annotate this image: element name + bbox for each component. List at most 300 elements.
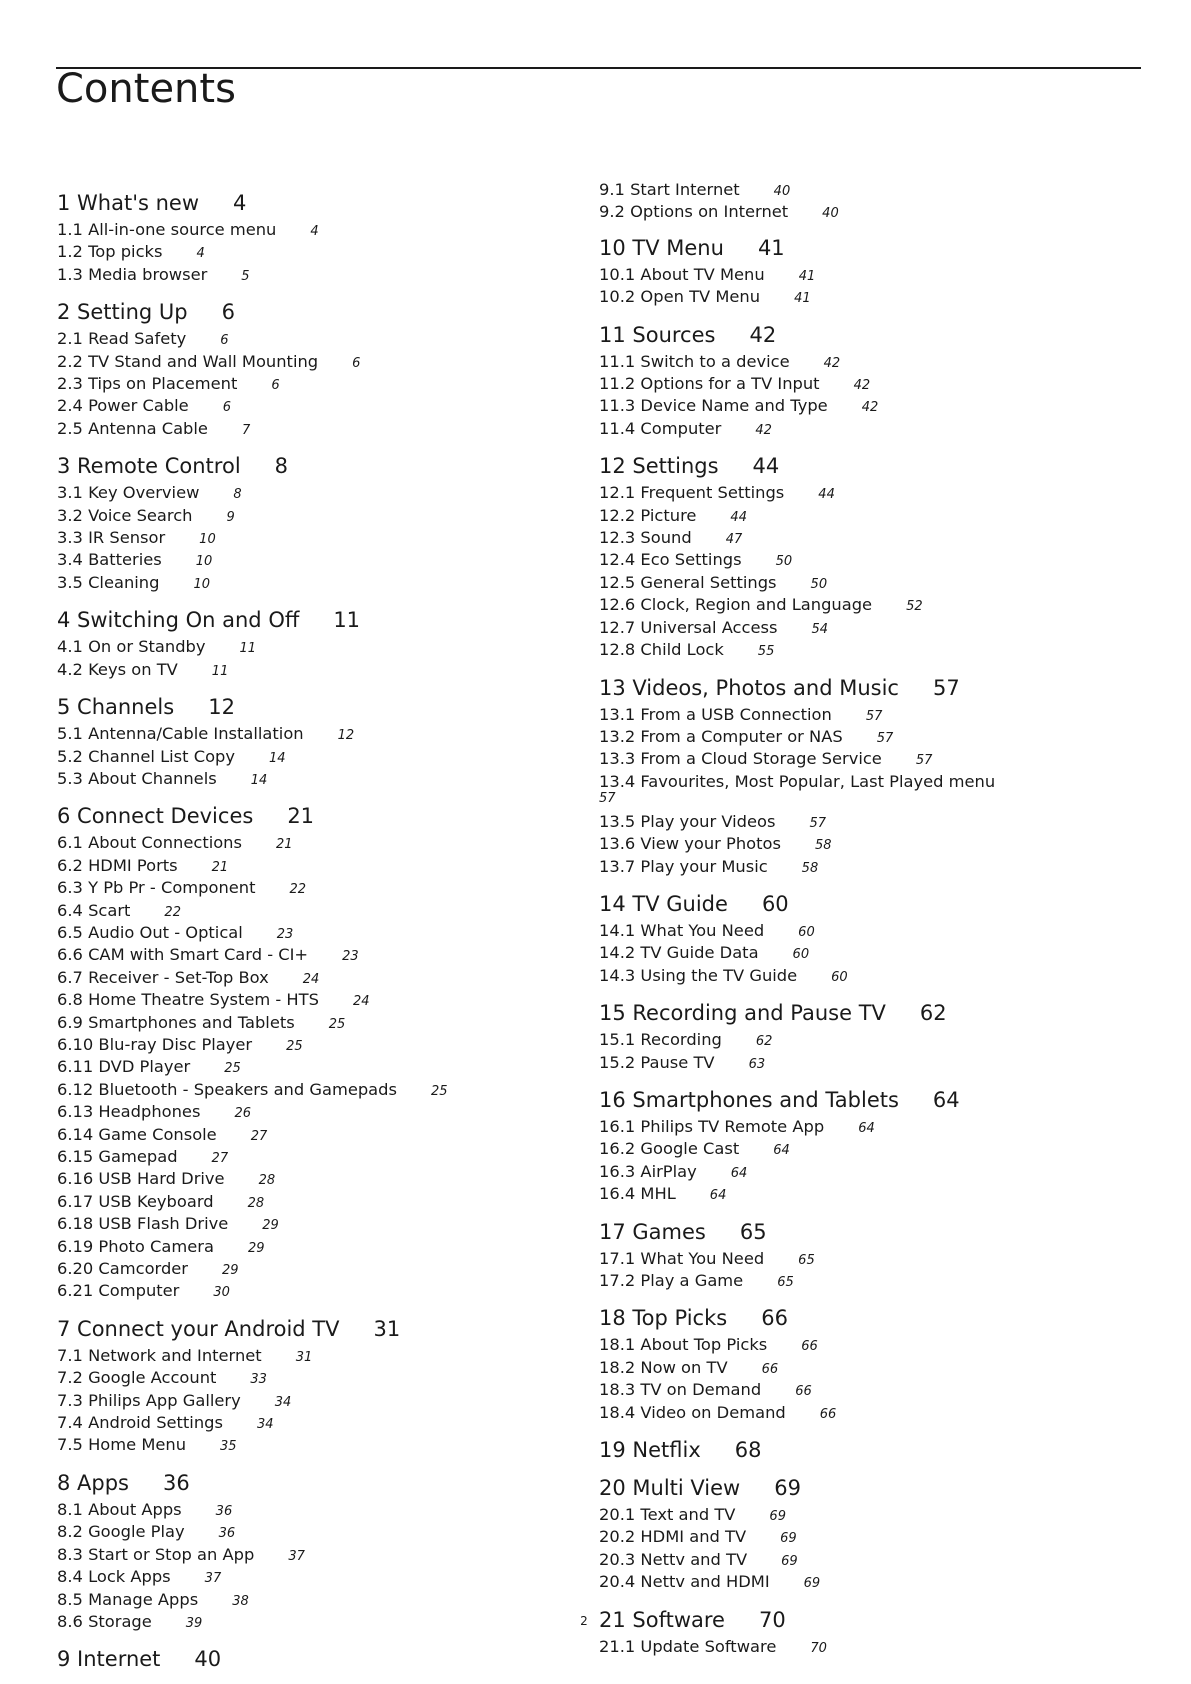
toc-section — [57, 1470, 557, 1634]
toc-entry[interactable] — [57, 1057, 557, 1079]
toc-entry-title: 6.11 DVD Player — [57, 1057, 191, 1077]
toc-entry[interactable] — [599, 352, 1119, 374]
toc-entry[interactable] — [599, 1335, 1119, 1357]
toc-entry[interactable] — [599, 943, 1119, 965]
toc-entry[interactable] — [57, 1035, 557, 1057]
toc-section — [599, 235, 1119, 310]
toc-entry-page: 70 — [810, 1640, 827, 1656]
toc-entry-title: 18.4 Video on Demand — [599, 1402, 786, 1422]
toc-left-column — [57, 190, 557, 1684]
toc-entry-page: 69 — [780, 1531, 797, 1547]
toc-entry-title: 6.16 USB Hard Drive — [57, 1169, 225, 1189]
toc-entry-title: 20.3 Nettv and TV — [599, 1549, 748, 1569]
toc-entry-page: 25 — [328, 1016, 346, 1032]
toc-entry[interactable] — [57, 419, 557, 441]
toc-entry[interactable] — [57, 1391, 557, 1413]
toc-entry-title: 8.5 Manage Apps — [57, 1589, 199, 1609]
toc-entry-page: 31 — [295, 1349, 313, 1365]
toc-entry-title: 5.2 Channel List Copy — [57, 746, 236, 766]
toc-section-page: 12 — [208, 695, 235, 720]
toc-entry-title: 6.13 Headphones — [57, 1102, 201, 1122]
toc-entry-title: 8.2 Google Play — [57, 1522, 185, 1542]
toc-section — [57, 299, 557, 441]
toc-entry-title: 20.1 Text and TV — [599, 1505, 736, 1525]
toc-entry-page: 6 — [271, 378, 280, 394]
toc-entry[interactable] — [599, 1184, 1119, 1206]
toc-section-heading[interactable] — [57, 607, 557, 633]
toc-entry[interactable] — [57, 1192, 557, 1214]
toc-entry[interactable] — [57, 769, 557, 791]
toc-section-heading[interactable] — [599, 891, 1119, 917]
toc-entry-title: 4.2 Keys on TV — [57, 659, 178, 679]
toc-entry-page: 34 — [274, 1394, 292, 1410]
toc-entry-title: 7.3 Philips App Gallery — [57, 1390, 241, 1410]
toc-section-heading[interactable] — [599, 1437, 1119, 1463]
toc-entry-title: 8.1 About Apps — [57, 1499, 182, 1519]
toc-section-title: 15 Recording and Pause TV — [599, 1001, 886, 1026]
toc-entry-page: 63 — [748, 1056, 766, 1072]
toc-entry[interactable] — [57, 220, 557, 242]
toc-entry-title: 16.2 Google Cast — [599, 1139, 740, 1159]
toc-section-page: 44 — [752, 454, 780, 479]
toc-section-heading[interactable] — [599, 1000, 1119, 1026]
toc-entry[interactable] — [599, 550, 1119, 572]
toc-section-heading[interactable] — [57, 299, 557, 325]
toc-section — [599, 1087, 1119, 1207]
toc-entry-title: 1.2 Top picks — [57, 242, 163, 262]
toc-entry-page: 11 — [239, 641, 257, 657]
toc-entry-title: 13.4 Favourites, Most Popular, Last Played menu — [599, 771, 996, 791]
toc-section-page: 41 — [757, 235, 785, 260]
toc-entry-page: 28 — [258, 1173, 276, 1189]
toc-entry-title: 11.4 Computer — [599, 418, 722, 438]
toc-entry-page: 22 — [289, 882, 307, 898]
toc-section-title: 2 Setting Up — [57, 300, 188, 325]
toc-entry-title: 5.3 About Channels — [57, 768, 217, 788]
toc-entry[interactable] — [599, 749, 1119, 771]
toc-entry-title: 6.9 Smartphones and Tablets — [57, 1012, 295, 1032]
toc-entry-title: 11.3 Device Name and Type — [599, 396, 828, 416]
toc-section-heading[interactable] — [57, 190, 557, 216]
toc-section — [599, 891, 1119, 988]
toc-entry[interactable] — [599, 1527, 1119, 1549]
toc-section-title: 6 Connect Devices — [57, 804, 254, 829]
toc-entry-page: 36 — [215, 1503, 233, 1519]
toc-entry-page: 14 — [269, 750, 286, 766]
toc-section-page: 66 — [761, 1306, 788, 1331]
toc-entry[interactable] — [57, 637, 557, 659]
toc-section-heading[interactable] — [57, 1316, 557, 1342]
toc-section-title: 19 Netflix — [599, 1438, 701, 1463]
toc-entry[interactable] — [599, 1030, 1119, 1052]
toc-section-title: 4 Switching On and Off — [57, 608, 300, 633]
toc-entry-page: 57 — [915, 753, 933, 769]
toc-entry[interactable] — [57, 1435, 557, 1457]
toc-entry[interactable] — [599, 1637, 1119, 1659]
toc-entry-title: 6.5 Audio Out - Optical — [57, 922, 243, 942]
toc-entry-title: 13.7 Play your Music — [599, 856, 768, 876]
toc-entry[interactable] — [57, 1545, 557, 1567]
toc-entry-title: 7.4 Android Settings — [57, 1413, 223, 1433]
toc-entry-page: 44 — [730, 509, 747, 525]
toc-entry-page: 25 — [430, 1083, 448, 1099]
toc-section — [599, 675, 1119, 879]
toc-entry-title: 3.4 Batteries — [57, 550, 162, 570]
toc-entry-title: 12.6 Clock, Region and Language — [599, 595, 873, 615]
toc-entry[interactable] — [57, 265, 557, 287]
toc-entry-title: 6.21 Computer — [57, 1281, 180, 1301]
toc-section-title: 5 Channels — [57, 695, 175, 720]
toc-entry-page: 6 — [220, 333, 229, 349]
toc-section-title: 13 Videos, Photos and Music — [599, 675, 899, 700]
toc-entry[interactable] — [599, 1162, 1119, 1184]
toc-entry-title: 12.2 Picture — [599, 505, 697, 525]
toc-entry-page: 37 — [204, 1571, 222, 1587]
toc-entry-page: 4 — [196, 246, 205, 262]
toc-entry-title: 13.6 View your Photos — [599, 834, 781, 854]
toc-entry-title: 10.2 Open TV Menu — [599, 287, 761, 307]
toc-section-heading[interactable] — [599, 453, 1119, 479]
toc-entry[interactable] — [57, 1237, 557, 1259]
toc-entry[interactable] — [599, 396, 1119, 418]
toc-entry-title: 13.2 From a Computer or NAS — [599, 726, 843, 746]
toc-entry[interactable] — [599, 857, 1119, 879]
toc-section-title: 7 Connect your Android TV — [57, 1316, 340, 1341]
toc-section — [599, 1305, 1119, 1425]
toc-entry[interactable] — [57, 329, 557, 351]
toc-entry-page: 33 — [250, 1372, 267, 1388]
toc-section-heading[interactable] — [599, 1475, 1119, 1501]
toc-entry[interactable] — [599, 1403, 1119, 1425]
toc-entry-title: 8.6 Storage — [57, 1611, 152, 1631]
toc-section-page: 62 — [919, 1001, 947, 1026]
toc-entry-title: 16.4 MHL — [599, 1184, 676, 1204]
toc-entry-title: 18.3 TV on Demand — [599, 1380, 762, 1400]
toc-section — [599, 180, 1119, 225]
toc-entry[interactable] — [599, 1053, 1119, 1075]
toc-entry[interactable] — [57, 968, 557, 990]
toc-entry[interactable] — [57, 506, 557, 528]
toc-section-page: 11 — [333, 608, 361, 633]
toc-entry[interactable] — [57, 573, 557, 595]
toc-entry[interactable] — [599, 287, 1119, 309]
toc-section-page: 64 — [932, 1087, 960, 1112]
toc-entry[interactable] — [57, 747, 557, 769]
toc-section-heading[interactable] — [57, 1646, 557, 1672]
toc-entry-title: 6.17 USB Keyboard — [57, 1191, 214, 1211]
toc-entry-title: 13.5 Play your Videos — [599, 811, 776, 831]
toc-entry-title: 9.1 Start Internet — [599, 180, 740, 199]
toc-entry[interactable] — [57, 923, 557, 945]
toc-entry-page: 27 — [211, 1151, 229, 1166]
toc-section-title: 1 What's new — [57, 191, 200, 215]
toc-section-page: 57 — [932, 675, 960, 700]
toc-entry[interactable] — [57, 1590, 557, 1612]
toc-section-page: 65 — [739, 1219, 767, 1244]
toc-entry-page: 65 — [777, 1275, 794, 1290]
toc-entry[interactable] — [599, 419, 1119, 441]
toc-entry-page: 64 — [709, 1188, 727, 1204]
toc-section-page: 42 — [749, 322, 777, 347]
toc-entry-title: 3.5 Cleaning — [57, 572, 160, 592]
toc-entry[interactable] — [599, 1550, 1119, 1572]
toc-entry-page: 28 — [247, 1195, 265, 1211]
toc-section-heading[interactable] — [599, 1305, 1119, 1331]
toc-entry-page: 57 — [599, 790, 616, 806]
toc-entry[interactable] — [57, 990, 557, 1012]
toc-entry-page: 40 — [773, 184, 791, 199]
toc-section-page: 6 — [221, 300, 235, 325]
toc-entry-title: 11.2 Options for a TV Input — [599, 374, 820, 394]
toc-entry-title: 18.1 About Top Picks — [599, 1335, 768, 1355]
toc-entry[interactable] — [599, 921, 1119, 943]
toc-section — [57, 1316, 557, 1458]
toc-entry-page: 42 — [853, 378, 871, 394]
toc-entry-page: 25 — [286, 1038, 303, 1054]
toc-entry[interactable] — [57, 856, 557, 878]
toc-section-title: 12 Settings — [599, 454, 719, 479]
toc-entry[interactable] — [57, 1500, 557, 1522]
toc-entry[interactable] — [57, 1522, 557, 1544]
toc-entry[interactable] — [57, 660, 557, 682]
toc-entry-title: 3.1 Key Overview — [57, 483, 200, 503]
toc-entry-page: 34 — [256, 1417, 274, 1433]
toc-entry-title: 6.8 Home Theatre System - HTS — [57, 990, 319, 1010]
toc-entry[interactable] — [57, 528, 557, 550]
toc-section — [599, 453, 1119, 662]
toc-entry[interactable] — [599, 595, 1119, 617]
toc-entry[interactable] — [57, 1125, 557, 1147]
toc-entry[interactable] — [57, 901, 557, 923]
toc-section-title: 17 Games — [599, 1219, 706, 1244]
toc-entry-page: 52 — [906, 599, 923, 615]
toc-entry-title: 6.14 Game Console — [57, 1124, 217, 1144]
toc-entry[interactable] — [57, 1169, 557, 1191]
toc-section-heading[interactable] — [599, 1087, 1119, 1113]
toc-entry-page: 66 — [801, 1339, 818, 1355]
toc-section — [599, 1000, 1119, 1075]
toc-entry[interactable] — [599, 202, 1119, 224]
toc-entry-title: 13.3 From a Cloud Storage Service — [599, 749, 882, 769]
toc-entry-page: 29 — [247, 1240, 265, 1256]
toc-entry[interactable] — [57, 1346, 557, 1368]
toc-entry[interactable] — [599, 1505, 1119, 1527]
toc-section-page: 60 — [761, 891, 789, 916]
toc-section-page: 4 — [233, 191, 247, 215]
toc-entry-page: 66 — [761, 1361, 779, 1377]
toc-entry-page: 29 — [222, 1263, 239, 1279]
toc-entry[interactable] — [57, 1013, 557, 1035]
toc-section-page: 31 — [373, 1316, 401, 1341]
toc-section-title: 10 TV Menu — [599, 235, 724, 260]
toc-entry[interactable] — [599, 618, 1119, 640]
toc-entry-title: 6.4 Scart — [57, 900, 131, 920]
toc-section-title: 20 Multi View — [599, 1476, 741, 1501]
toc-entry-page: 24 — [302, 971, 320, 987]
toc-entry-page: 9 — [226, 509, 235, 525]
toc-entry[interactable] — [599, 705, 1119, 727]
toc-entry-page: 50 — [775, 554, 793, 570]
toc-entry-title: 14.2 TV Guide Data — [599, 943, 759, 963]
toc-entry-page: 60 — [831, 969, 848, 985]
toc-entry-title: 7.1 Network and Internet — [57, 1345, 262, 1365]
toc-entry[interactable] — [57, 374, 557, 396]
toc-entry-title: 3.2 Voice Search — [57, 505, 193, 525]
toc-entry-page: 37 — [288, 1548, 305, 1564]
toc-section-page: 21 — [287, 804, 315, 829]
toc-entry[interactable] — [599, 812, 1119, 834]
toc-entry-title: 13.1 From a USB Connection — [599, 704, 832, 724]
toc-entry[interactable] — [57, 1567, 557, 1589]
toc-section-page: 68 — [734, 1438, 762, 1463]
toc-section-title: 11 Sources — [599, 322, 716, 347]
toc-entry[interactable] — [57, 396, 557, 418]
toc-entry[interactable] — [599, 374, 1119, 396]
toc-entry-title: 14.3 Using the TV Guide — [599, 965, 798, 985]
toc-entry-page: 69 — [781, 1553, 798, 1569]
toc-entry[interactable] — [599, 1271, 1119, 1293]
toc-entry[interactable] — [57, 1102, 557, 1124]
toc-entry[interactable] — [599, 966, 1119, 988]
toc-entry-page: 62 — [755, 1034, 773, 1050]
toc-entry-page: 27 — [250, 1128, 268, 1144]
toc-section-heading[interactable] — [57, 1470, 557, 1496]
toc-entry-title: 6.1 About Connections — [57, 833, 242, 853]
toc-entry-page: 41 — [794, 291, 811, 307]
toc-entry-title: 6.18 USB Flash Drive — [57, 1214, 229, 1234]
toc-entry-page: 69 — [769, 1509, 786, 1525]
toc-entry[interactable] — [599, 265, 1119, 287]
toc-entry-page: 55 — [757, 644, 775, 660]
toc-section-heading[interactable] — [599, 322, 1119, 348]
toc-entry[interactable] — [57, 242, 557, 264]
toc-entry-page: 50 — [810, 576, 828, 592]
toc-entry-title: 7.5 Home Menu — [57, 1435, 187, 1455]
toc-entry[interactable] — [599, 1572, 1119, 1594]
toc-entry-page: 11 — [211, 663, 229, 679]
toc-entry-title: 12.3 Sound — [599, 528, 692, 548]
toc-entry[interactable] — [599, 483, 1119, 505]
toc-entry-page: 64 — [773, 1143, 790, 1159]
toc-entry-title: 6.2 HDMI Ports — [57, 855, 178, 875]
toc-entry-title: 8.3 Start or Stop an App — [57, 1544, 255, 1564]
toc-entry[interactable] — [599, 528, 1119, 550]
toc-entry-title: 7.2 Google Account — [57, 1368, 217, 1388]
toc-section-title: 21 Software — [599, 1607, 725, 1632]
toc-entry-page: 7 — [241, 422, 251, 438]
toc-entry[interactable] — [57, 550, 557, 572]
toc-entry-title: 2.2 TV Stand and Wall Mounting — [57, 351, 319, 371]
toc-entry[interactable] — [57, 352, 557, 374]
toc-entry-title: 6.20 Camcorder — [57, 1259, 188, 1279]
toc-entry-page: 10 — [195, 554, 213, 570]
toc-entry-page: 5 — [241, 268, 250, 284]
toc-entry-title: 21.1 Update Software — [599, 1636, 777, 1656]
toc-entry[interactable] — [57, 945, 557, 967]
toc-section-page: 40 — [194, 1647, 222, 1672]
toc-entry[interactable] — [57, 1259, 557, 1281]
toc-entry[interactable] — [57, 878, 557, 900]
toc-section-heading[interactable] — [57, 803, 557, 829]
toc-entry[interactable] — [599, 1117, 1119, 1139]
toc-section-heading[interactable] — [57, 694, 557, 720]
page-title: Contents — [56, 66, 236, 112]
toc-section-heading[interactable] — [599, 235, 1119, 261]
toc-entry-title: 9.2 Options on Internet — [599, 202, 789, 222]
toc-entry-page: 6 — [222, 400, 231, 416]
toc-entry-page: 29 — [262, 1218, 279, 1234]
toc-section-page: 70 — [758, 1607, 786, 1632]
toc-entry[interactable] — [57, 1147, 557, 1169]
toc-section-title: 14 TV Guide — [599, 891, 728, 916]
toc-section-heading[interactable] — [599, 675, 1119, 701]
toc-entry[interactable] — [599, 1380, 1119, 1402]
toc-entry-page: 47 — [725, 532, 743, 548]
toc-section — [57, 190, 557, 287]
toc-entry-page: 65 — [798, 1252, 815, 1268]
toc-entry[interactable] — [599, 1358, 1119, 1380]
toc-section-title: 9 Internet — [57, 1647, 161, 1672]
toc-section-heading[interactable] — [57, 453, 557, 479]
toc-entry[interactable] — [57, 1368, 557, 1390]
toc-section — [57, 694, 557, 791]
toc-entry[interactable] — [57, 1214, 557, 1236]
toc-entry-title: 17.1 What You Need — [599, 1248, 765, 1268]
toc-entry-title: 2.4 Power Cable — [57, 396, 189, 416]
toc-entry[interactable] — [599, 1139, 1119, 1161]
toc-entry[interactable] — [599, 727, 1119, 749]
toc-entry-title: 6.12 Bluetooth - Speakers and Gamepads — [57, 1079, 397, 1099]
toc-entry-page: 41 — [798, 268, 816, 284]
toc-entry[interactable] — [599, 506, 1119, 528]
toc-section-title: 3 Remote Control — [57, 454, 241, 479]
toc-entry-title: 5.1 Antenna/Cable Installation — [57, 724, 304, 744]
toc-entry-title: 4.1 On or Standby — [57, 637, 206, 657]
toc-entry[interactable] — [57, 724, 557, 746]
toc-entry-page: 69 — [803, 1576, 821, 1592]
toc-entry[interactable] — [57, 483, 557, 505]
toc-entry[interactable] — [57, 833, 557, 855]
toc-section-heading[interactable] — [599, 1219, 1119, 1245]
toc-entry-title: 6.6 CAM with Smart Card - CI+ — [57, 945, 309, 965]
toc-entry-page: 58 — [814, 838, 832, 854]
toc-entry[interactable] — [57, 1413, 557, 1435]
toc-entry[interactable] — [599, 180, 1119, 202]
toc-section — [57, 1646, 557, 1672]
toc-entry[interactable] — [599, 573, 1119, 595]
toc-entry[interactable] — [599, 640, 1119, 662]
toc-section-page: 69 — [774, 1476, 801, 1501]
toc-entry-title: 6.3 Y Pb Pr - Component — [57, 878, 256, 898]
toc-entry-page: 66 — [795, 1384, 812, 1400]
toc-entry[interactable] — [57, 1281, 557, 1303]
toc-entry[interactable] — [599, 772, 1079, 812]
toc-entry[interactable] — [599, 834, 1119, 856]
toc-entry-page: 58 — [801, 860, 819, 876]
toc-entry-page: 21 — [211, 859, 229, 875]
toc-entry[interactable] — [599, 1249, 1119, 1271]
toc-entry-title: 2.5 Antenna Cable — [57, 418, 208, 438]
toc-entry-title: 11.1 Switch to a device — [599, 351, 790, 371]
toc-entry[interactable] — [57, 1080, 557, 1102]
toc-entry-page: 40 — [822, 206, 839, 222]
toc-entry-title: 15.2 Pause TV — [599, 1052, 715, 1072]
toc-right-column — [599, 180, 1119, 1671]
toc-entry-title: 12.8 Child Lock — [599, 640, 724, 660]
toc-entry-page: 64 — [730, 1165, 748, 1181]
toc-entry-title: 12.1 Frequent Settings — [599, 483, 785, 503]
toc-entry-title: 16.3 AirPlay — [599, 1161, 697, 1181]
